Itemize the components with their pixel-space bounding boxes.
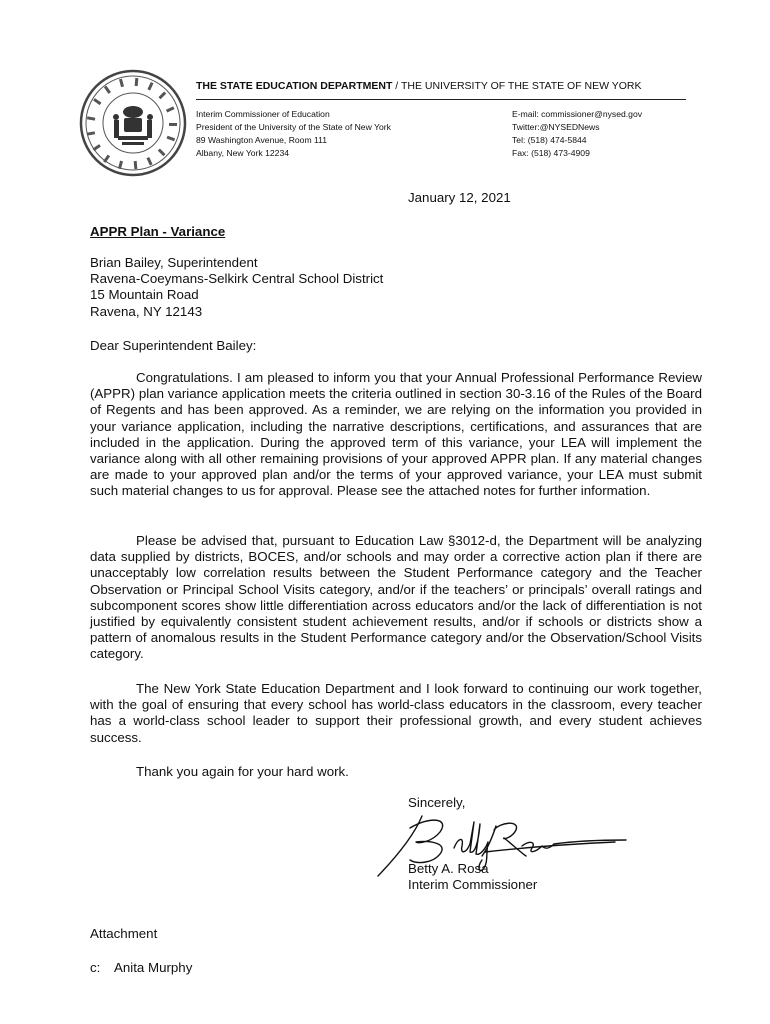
- cc-line: [90, 960, 192, 975]
- paragraph-text: The New York State Education Department and I look forward to continuing our work together, with the goal of ensuring that every school has world-class educators in the classroom, every teacher has a world-class school leader to support their professional growth, and every student achieves success.: [90, 681, 702, 745]
- closing: Sincerely,: [408, 795, 466, 810]
- university-name: THE UNIVERSITY OF THE STATE OF NEW YORK: [400, 80, 642, 92]
- title-separator: /: [392, 80, 401, 92]
- contact-line: President of the University of the State of New York: [196, 122, 391, 132]
- paragraph-1: [90, 370, 702, 500]
- paragraph-3: [90, 681, 702, 746]
- paragraph-4: [90, 764, 702, 780]
- contact-email: E-mail: commissioner@nysed.gov: [512, 109, 643, 119]
- contact-twitter: Twitter:@NYSEDNews: [512, 122, 600, 132]
- letter-subject: APPR Plan - Variance: [90, 224, 226, 239]
- contact-line: Interim Commissioner of Education: [196, 109, 330, 119]
- paragraph-text: Please be advised that, pursuant to Education Law §3012-d, the Department will be analyzing data supplied by districts, BOCES, and/or schools and may order a corrective action plan if there are unacceptably low correlation results between the Student Performance category and the Teacher Observation or Principal School Visits category, and/or if the teachers’ or principals’ overall ratings and subcomponent scores show little differentiation across educators and/or the lack of differentiation is not justified by equivalently consistent student achievement results, and/or if schools or districts show a pattern of anomalous results in the Student Performance category and/or the Observation/School Visits category.: [90, 533, 702, 662]
- salutation: Dear Superintendent Bailey:: [90, 338, 257, 353]
- paragraph-text: Thank you again for your hard work.: [136, 764, 349, 779]
- signer-block: [408, 861, 537, 893]
- paragraph-text: Congratulations. I am pleased to inform you that your Annual Professional Performance Review (APPR) plan variance application meets the criteria outlined in section 30-3.16 of the Rules of the Board of Regents and has been approved. As a reminder, we are relying on the information you provided in your variance application, including the narrative descriptions, certifications, and assurances that are included in the application. During the approved term of this variance, your LEA will implement the variance along with all other remaining provisions of your approved APPR plan. If any material changes are made to your approved plan and/or the terms of your approved variance, your LEA must submit such material changes to us for approval. Please see the attached notes for further information.: [90, 370, 702, 499]
- addressee-block: [90, 255, 383, 320]
- addressee-line: Ravena, NY 12143: [90, 303, 203, 319]
- contact-line: Albany, New York 12234: [196, 148, 290, 158]
- department-title: [196, 80, 642, 92]
- signer-name: Betty A. Rosa: [408, 861, 489, 876]
- contact-line: 89 Washington Avenue, Room 111: [196, 135, 328, 145]
- paragraph-2: [90, 533, 702, 663]
- contact-block-right: [512, 108, 642, 160]
- addressee-line: Brian Bailey, Superintendent: [90, 255, 258, 270]
- contact-fax: Fax: (518) 473-4909: [512, 148, 590, 158]
- cc-name: Anita Murphy: [114, 960, 193, 975]
- contact-block-left: [196, 108, 391, 160]
- department-name: THE STATE EDUCATION DEPARTMENT: [196, 80, 393, 92]
- addressee-line: 15 Mountain Road: [90, 287, 199, 303]
- signer-title: Interim Commissioner: [408, 877, 538, 893]
- addressee-line: Ravena-Coeymans-Selkirk Central School District: [90, 271, 384, 287]
- letterhead-divider: [196, 99, 686, 100]
- cc-label: c:: [90, 960, 101, 975]
- attachment-note: Attachment: [90, 926, 158, 941]
- state-seal-icon: [78, 68, 188, 178]
- letter-date: January 12, 2021: [408, 190, 511, 205]
- contact-tel: Tel: (518) 474-5844: [512, 135, 587, 145]
